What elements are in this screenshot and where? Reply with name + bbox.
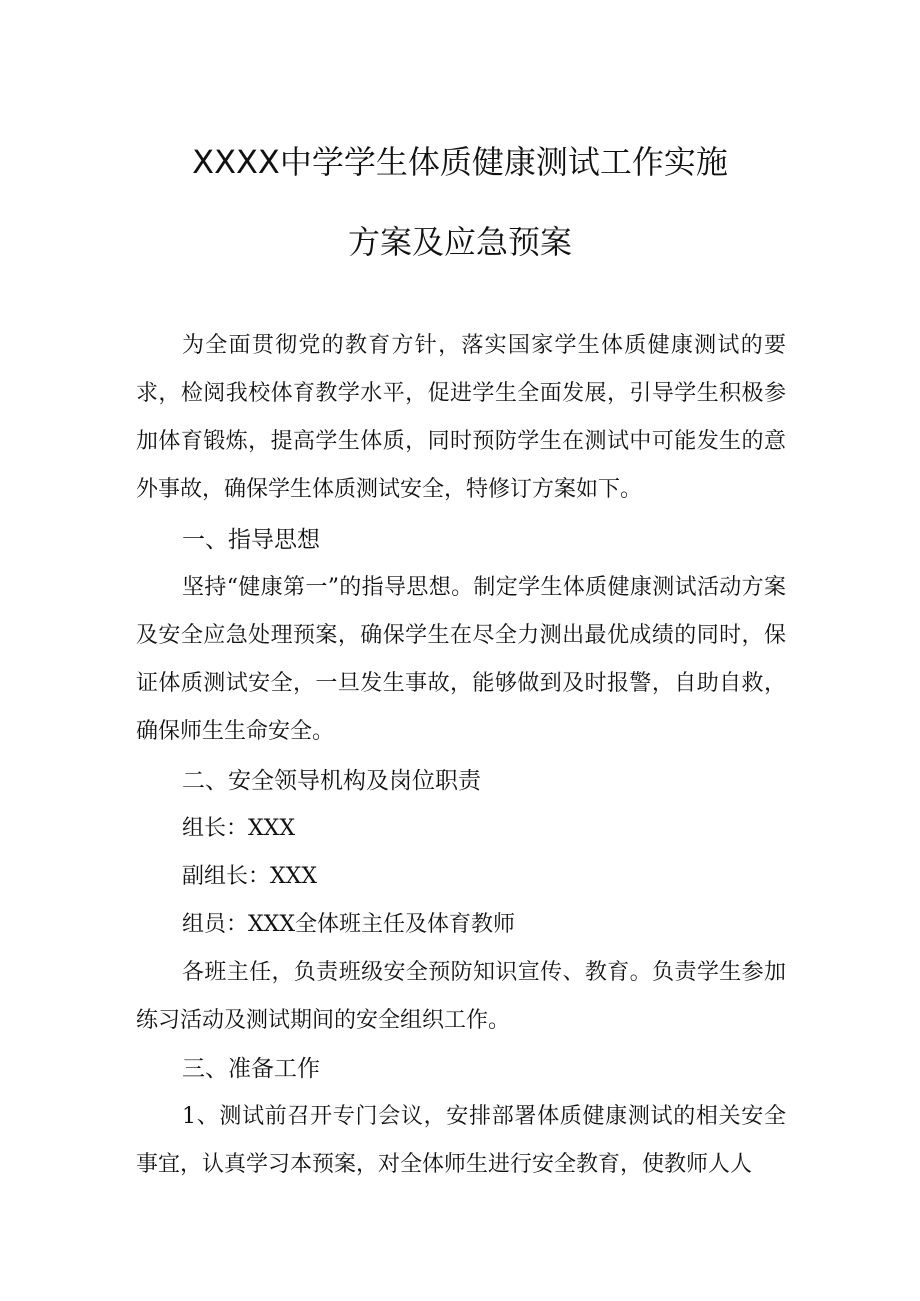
leader-line: 组长：XXX: [182, 816, 295, 841]
intro-paragraph: 为全面贯彻党的教育方针，落实国家学生体质健康测试的要求，检阅我校体育教学水平，促进学生全面发展，引导学生积极参加体育锻炼，提高学生体质，同时预防学生在测试中可能发生的意外事故，确保学生体质测试安全，特修订方案如下。: [136, 333, 786, 502]
section-1-paragraph: 坚持“健康第一”的指导思想。制定学生体质健康测试活动方案及安全应急处理预案，确保学生在尽全力测出最优成绩的同时，保证体质测试安全，一旦发生事故，能够做到及时报警，自助自救，确保师生生命安全。: [136, 575, 786, 744]
section-2-duty-paragraph: 各班主任，负责班级安全预防知识宣传、教育。负责学生参加练习活动及测试期间的安全组织工作。: [136, 960, 786, 1033]
section-1-heading: 一、指导思想: [182, 527, 320, 553]
members-line: 组员：XXX全体班主任及体育教师: [182, 912, 515, 937]
deputy-leader-line: 副组长：XXX: [182, 864, 317, 889]
section-3-item-1: 1、测试前召开专门会议，安排部署体质健康测试的相关安全事宜，认真学习本预案，对全体师生进行安全教育，使教师人人: [136, 1104, 786, 1177]
section-3-heading: 三、准备工作: [182, 1056, 320, 1082]
section-2-heading: 二、安全领导机构及岗位职责: [182, 768, 481, 794]
document-title-line-2: 方案及应急预案: [347, 223, 572, 261]
document-title-line-1: XXXX中学学生体质健康测试工作实施: [192, 143, 728, 181]
